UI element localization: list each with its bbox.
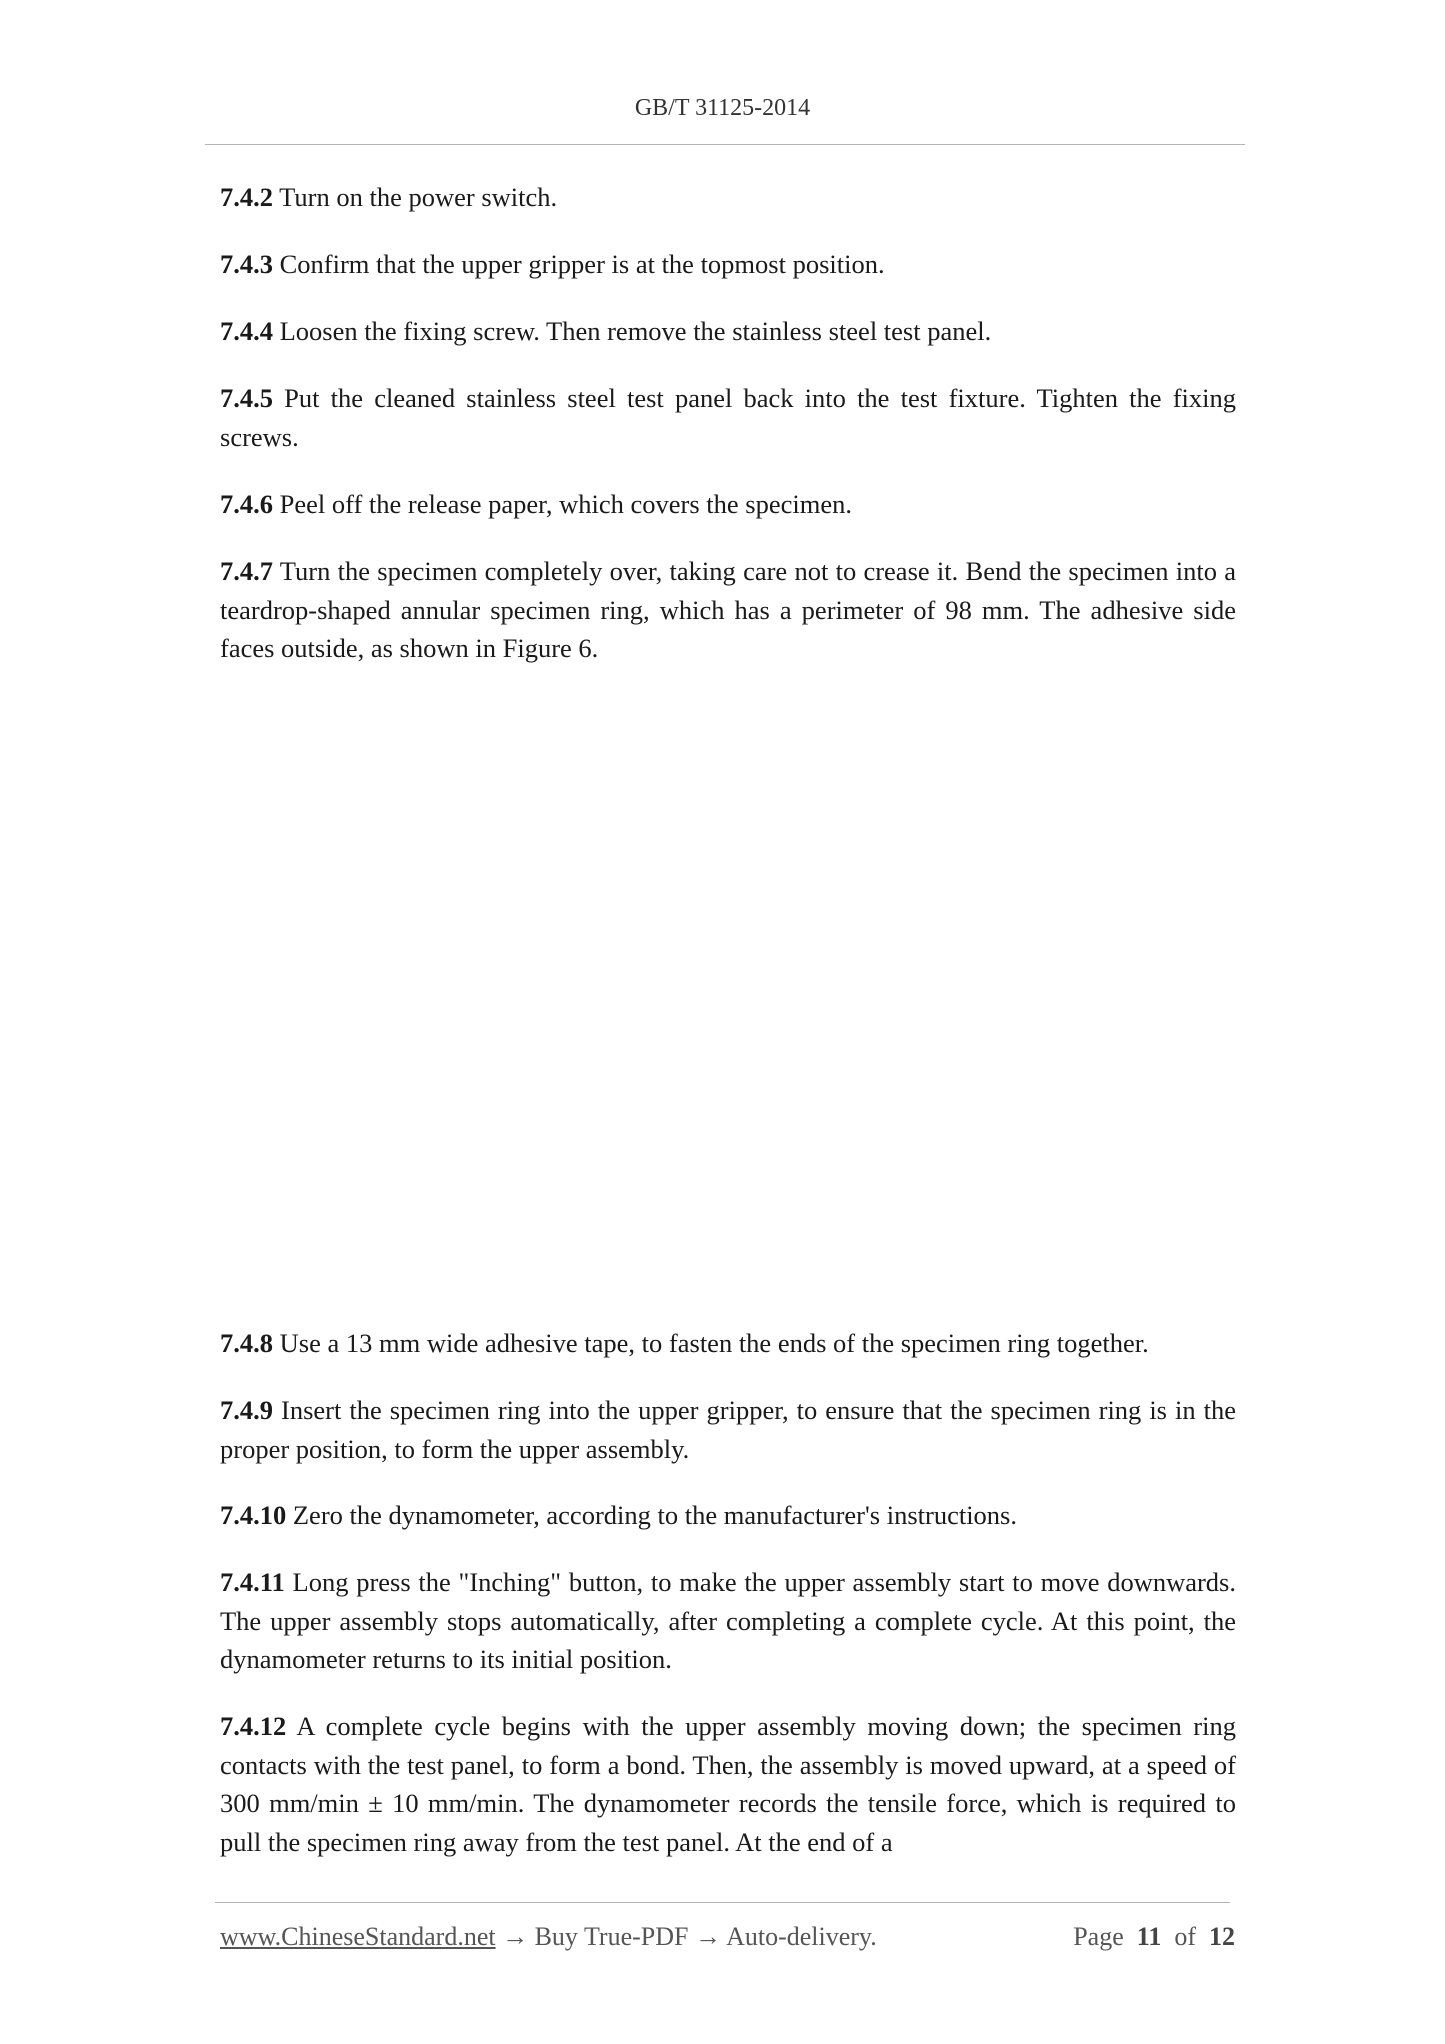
clause-number: 7.4.2 xyxy=(220,182,273,212)
paragraph-7-4-6 xyxy=(220,485,1236,524)
site-link[interactable]: www.ChineseStandard.net xyxy=(220,1922,496,1951)
buy-text: Buy True-PDF xyxy=(534,1922,689,1951)
paragraph-7-4-10 xyxy=(220,1496,1236,1535)
paragraph-7-4-5 xyxy=(220,379,1236,456)
arrow-icon: → xyxy=(502,1922,529,1951)
arrow-icon: → xyxy=(695,1922,721,1951)
footer-promo xyxy=(220,1922,877,1952)
clause-number: 7.4.5 xyxy=(220,383,273,413)
page-total: 12 xyxy=(1209,1922,1235,1951)
page-number xyxy=(1073,1922,1235,1952)
paragraph-7-4-12 xyxy=(220,1707,1236,1861)
clause-number: 7.4.3 xyxy=(220,249,273,279)
paragraph-7-4-11 xyxy=(220,1563,1236,1679)
clause-number: 7.4.8 xyxy=(220,1328,273,1358)
delivery-text: Auto-delivery. xyxy=(726,1922,877,1951)
document-header: GB/T 31125-2014 xyxy=(634,95,811,121)
footer-divider xyxy=(215,1902,1230,1903)
paragraph-7-4-2 xyxy=(220,178,1236,217)
header-divider xyxy=(205,144,1245,145)
paragraph-7-4-7 xyxy=(220,552,1236,668)
page-current: 11 xyxy=(1136,1922,1162,1951)
clause-text: Zero the dynamometer, according to the manufacturer's instructions. xyxy=(292,1500,1017,1530)
clause-text: Loosen the fixing screw. Then remove the stainless steel test panel. xyxy=(279,316,992,346)
paragraph-7-4-3 xyxy=(220,245,1236,284)
figure-6-placeholder xyxy=(220,700,1236,1300)
clause-text: Long press the "Inching" button, to make the upper assembly start to move downwards. The upper assembly stops automatically, after completing a complete cycle. At this point, the dynamometer returns to its initial position. xyxy=(220,1567,1236,1674)
clause-text: Peel off the release paper, which covers the specimen. xyxy=(279,489,853,519)
paragraph-7-4-4 xyxy=(220,312,1236,351)
clause-number: 7.4.7 xyxy=(220,556,273,586)
clause-text: Turn on the power switch. xyxy=(279,182,558,212)
of-word: of xyxy=(1174,1922,1196,1951)
paragraph-7-4-8 xyxy=(220,1324,1236,1363)
clause-number: 7.4.12 xyxy=(220,1711,287,1741)
clause-number: 7.4.9 xyxy=(220,1395,273,1425)
clause-text: Put the cleaned stainless steel test panel back into the test fixture. Tighten the fixing screws. xyxy=(220,383,1237,452)
clause-number: 7.4.6 xyxy=(220,489,273,519)
paragraph-7-4-9 xyxy=(220,1391,1236,1468)
clause-number: 7.4.10 xyxy=(220,1500,287,1530)
clause-number: 7.4.11 xyxy=(220,1567,285,1597)
clause-text: Insert the specimen ring into the upper gripper, to ensure that the specimen ring is in the proper position, to form the upper assembly. xyxy=(220,1395,1236,1464)
clause-text: Confirm that the upper gripper is at the topmost position. xyxy=(279,249,885,279)
clause-text: A complete cycle begins with the upper assembly moving down; the specimen ring contacts with the test panel, to form a bond. Then, the assembly is moved upward, at a speed of 300 mm/min ± 10 mm/min. The dynamometer records the tensile force, which is required to pull the specimen ring away from the test panel. At the end of a xyxy=(220,1711,1236,1857)
clause-text: Turn the specimen completely over, taking care not to crease it. Bend the specimen into a teardrop-shaped annular specimen ring, which has a perimeter of 98 mm. The adhesive side faces outside, as shown in Figure 6. xyxy=(220,556,1236,663)
clause-number: 7.4.4 xyxy=(220,316,273,346)
clause-text: Use a 13 mm wide adhesive tape, to fasten the ends of the specimen ring together. xyxy=(279,1328,1149,1358)
page-word: Page xyxy=(1073,1922,1124,1951)
